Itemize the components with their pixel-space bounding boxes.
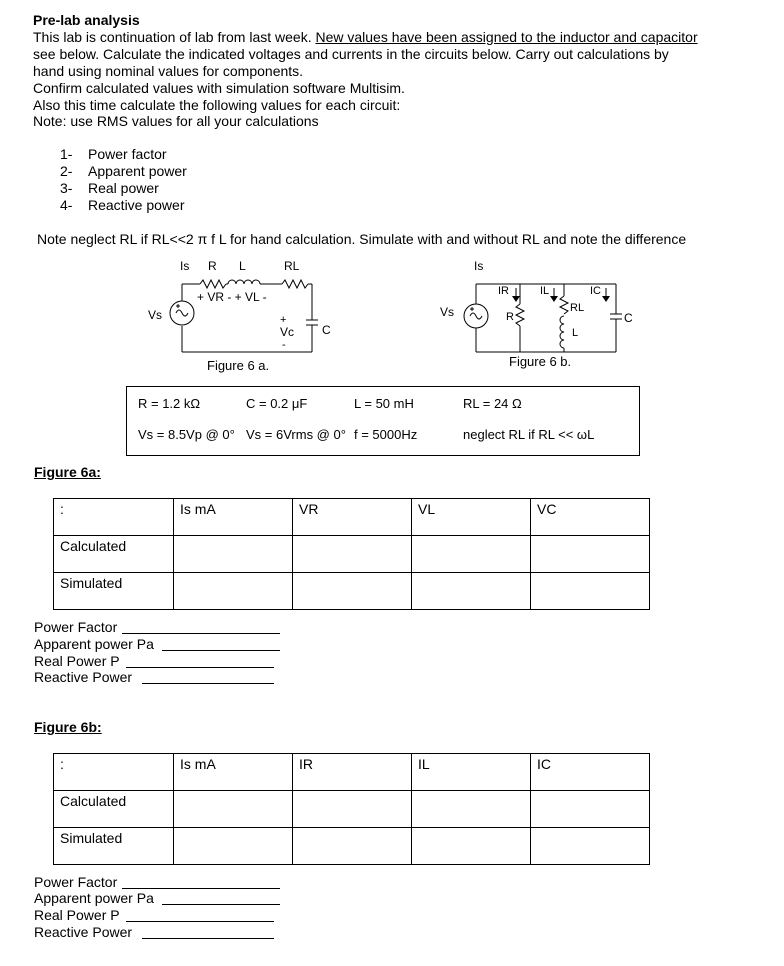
reactive-power-label-b: Reactive Power	[34, 924, 133, 940]
row-label-simulated: Simulated	[54, 828, 174, 865]
table-cell[interactable]	[412, 573, 531, 610]
table-cell[interactable]	[412, 828, 531, 865]
table-cell[interactable]	[293, 536, 412, 573]
power-factor-blank-b[interactable]	[122, 888, 280, 889]
intro-line-4: Confirm calculated values with simulation software Multisim.	[33, 80, 405, 96]
table-header-cell: IL	[412, 754, 531, 791]
param-frequency: f = 5000Hz	[354, 427, 418, 442]
table-cell[interactable]	[531, 536, 650, 573]
table-header-cell: VR	[293, 499, 412, 536]
figure-6b-table	[53, 753, 650, 865]
param-rl: RL = 24 Ω	[463, 396, 522, 411]
table-cell[interactable]	[174, 573, 293, 610]
param-vs-peak: Vs = 8.5Vp @ 0°	[138, 427, 235, 442]
table-row	[54, 754, 650, 791]
table-row	[54, 791, 650, 828]
list-number: 4-	[60, 197, 73, 213]
list-number: 2-	[60, 163, 73, 179]
table-cell[interactable]	[531, 791, 650, 828]
apparent-power-label-b: Apparent power Pa	[34, 890, 154, 906]
label-il-b: IL	[540, 285, 550, 297]
table-header-cell: Is mA	[174, 754, 293, 791]
table-cell[interactable]	[174, 828, 293, 865]
label-vs-b: Vs	[440, 305, 455, 319]
list-item	[60, 146, 72, 162]
table-row	[54, 573, 650, 610]
label-vs-a: Vs	[148, 308, 163, 322]
list-item	[60, 163, 72, 179]
param-neglect-rl: neglect RL if RL << ωL	[463, 427, 595, 442]
intro-line-1	[33, 29, 698, 45]
label-l-b: L	[572, 327, 579, 339]
label-l-a: L	[239, 259, 246, 273]
reactive-power-blank-b[interactable]	[142, 938, 274, 939]
list-label: Power factor	[88, 146, 167, 162]
rl-note: Note neglect RL if RL<<2 π f L for hand calculation. Simulate with and without RL and note the difference	[37, 231, 687, 247]
label-vr-vl-a: + VR - + VL -	[197, 290, 267, 304]
table-cell[interactable]	[412, 791, 531, 828]
table-header-cell: :	[54, 499, 174, 536]
table-cell[interactable]	[412, 536, 531, 573]
intro-line-1-plain: This lab is continuation of lab from last week.	[33, 29, 316, 45]
table-header-cell: Is mA	[174, 499, 293, 536]
table-header-cell: VC	[531, 499, 650, 536]
reactive-power-blank-a[interactable]	[142, 683, 274, 684]
table-cell[interactable]	[174, 791, 293, 828]
intro-line-1-underlined: New values have been assigned to the inductor and capacitor	[315, 29, 698, 45]
figure-6b-caption: Figure 6 b.	[509, 354, 572, 369]
intro-line-2: see below. Calculate the indicated voltages and currents in the circuits below. Carry out calculations by	[33, 46, 669, 62]
row-label-simulated: Simulated	[54, 573, 174, 610]
table-header-cell: VL	[412, 499, 531, 536]
list-number: 1-	[60, 146, 73, 162]
figure-6a-caption: Figure 6 a.	[207, 358, 270, 373]
circuit-6b-diagram	[430, 256, 650, 356]
figure-6a-heading: Figure 6a:	[34, 464, 101, 480]
label-plus-a: +	[280, 314, 287, 326]
row-label-calculated: Calculated	[54, 791, 174, 828]
intro-line-6: Note: use RMS values for all your calculations	[33, 113, 319, 129]
param-l: L = 50 mH	[354, 396, 414, 411]
label-is-a: Is	[180, 259, 190, 273]
table-row	[54, 828, 650, 865]
param-c: C = 0.2 μF	[246, 396, 308, 411]
label-r-b: R	[506, 311, 514, 323]
label-rl-a: RL	[284, 259, 300, 273]
label-ir-b: IR	[498, 285, 509, 297]
table-cell[interactable]	[531, 828, 650, 865]
label-rl-b: RL	[570, 302, 585, 314]
list-label: Real power	[88, 180, 159, 196]
table-row	[54, 536, 650, 573]
page-title: Pre-lab analysis	[33, 12, 140, 28]
table-header-cell: :	[54, 754, 174, 791]
intro-line-5: Also this time calculate the following values for each circuit:	[33, 97, 401, 113]
list-label: Reactive power	[88, 197, 185, 213]
label-c-b: C	[624, 311, 633, 325]
label-r-a: R	[208, 259, 217, 273]
row-label-calculated: Calculated	[54, 536, 174, 573]
table-cell[interactable]	[293, 573, 412, 610]
apparent-power-blank-a[interactable]	[162, 650, 280, 651]
figure-6a-table	[53, 498, 650, 610]
power-factor-label-b: Power Factor	[34, 874, 118, 890]
table-cell[interactable]	[293, 828, 412, 865]
apparent-power-label-a: Apparent power Pa	[34, 636, 154, 652]
table-header-cell: IC	[531, 754, 650, 791]
power-factor-label-a: Power Factor	[34, 619, 118, 635]
power-factor-blank-a[interactable]	[122, 633, 280, 634]
param-vs-rms: Vs = 6Vrms @ 0°	[246, 427, 346, 442]
table-cell[interactable]	[293, 791, 412, 828]
real-power-blank-b[interactable]	[126, 921, 274, 922]
real-power-blank-a[interactable]	[126, 667, 274, 668]
list-number: 3-	[60, 180, 73, 196]
list-item	[60, 197, 72, 213]
apparent-power-blank-b[interactable]	[162, 904, 280, 905]
list-label: Apparent power	[88, 163, 187, 179]
reactive-power-label-a: Reactive Power	[34, 669, 133, 685]
table-row	[54, 499, 650, 536]
param-r: R = 1.2 kΩ	[138, 396, 201, 411]
label-is-b: Is	[474, 259, 484, 273]
intro-line-3: hand using nominal values for components.	[33, 63, 304, 79]
label-ic-b: IC	[590, 285, 601, 297]
table-cell[interactable]	[531, 573, 650, 610]
real-power-label-a: Real Power P	[34, 653, 120, 669]
label-c-a: C	[322, 323, 331, 337]
list-item	[60, 180, 72, 196]
table-cell[interactable]	[174, 536, 293, 573]
figure-6b-heading: Figure 6b:	[34, 719, 102, 735]
table-header-cell: IR	[293, 754, 412, 791]
label-minus-a: -	[282, 339, 286, 351]
label-vc-a: Vc	[280, 325, 295, 339]
real-power-label-b: Real Power P	[34, 907, 120, 923]
